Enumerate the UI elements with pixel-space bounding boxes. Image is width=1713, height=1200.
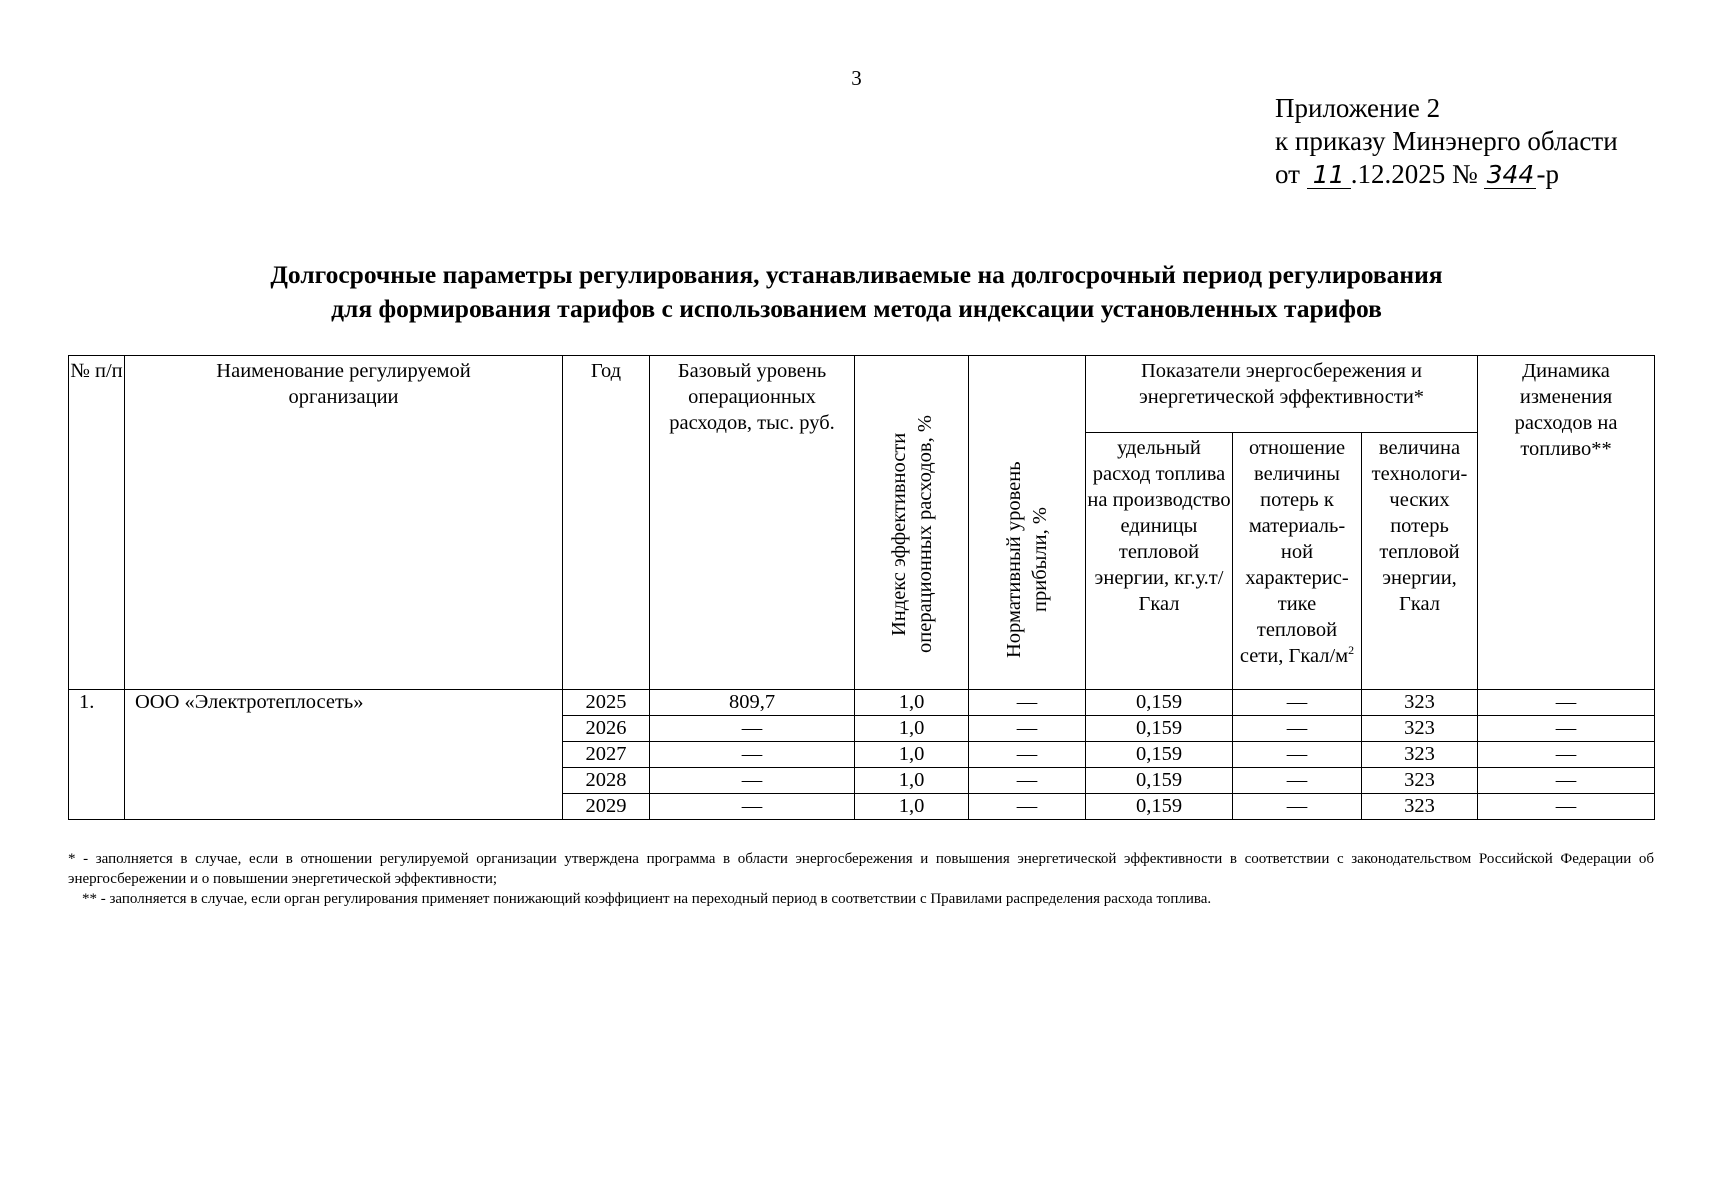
cell-year: 2027 <box>563 742 650 768</box>
handwritten-order-number: 344 <box>1484 162 1536 189</box>
cell-year: 2029 <box>563 794 650 820</box>
cell-specific-fuel: 0,159 <box>1086 768 1233 794</box>
appendix-title: Приложение 2 <box>1275 93 1441 123</box>
cell-specific-fuel: 0,159 <box>1086 794 1233 820</box>
cell-fuel-dynamics: — <box>1478 768 1655 794</box>
appendix-date-line <box>1275 158 1618 191</box>
appendix-order-ref: к приказу Минэнерго области <box>1275 126 1618 156</box>
header-row-1 <box>69 356 1655 433</box>
cell-profit-level: — <box>969 768 1086 794</box>
cell-loss-ratio: — <box>1233 690 1362 716</box>
page-number: 3 <box>851 66 862 90</box>
cell-fuel-dynamics: — <box>1478 716 1655 742</box>
footnote-1: * - заполняется в случае, если в отношении регулируемой организации утверждена программа в области энергосбережения и повышения энергетической эффективности в соответствии с законодательством Российской Федерации об энергосбережении и о повышении энергетической эффективности; <box>68 851 1654 887</box>
cell-base-opex: 809,7 <box>650 690 855 716</box>
cell-efficiency-index: 1,0 <box>855 742 969 768</box>
cell-tech-losses: 323 <box>1362 768 1478 794</box>
cell-efficiency-index: 1,0 <box>855 690 969 716</box>
cell-base-opex: — <box>650 794 855 820</box>
cell-tech-losses: 323 <box>1362 716 1478 742</box>
appendix-block <box>1275 92 1618 191</box>
title-line-1: Долгосрочные параметры регулирования, устанавливаемые на долгосрочный период регулирования <box>270 260 1443 289</box>
document-title <box>0 258 1713 326</box>
header-profit-level: Нормативный уровень прибыли, % <box>1003 461 1051 659</box>
cell-efficiency-index: 1,0 <box>855 794 969 820</box>
header-efficiency-index-cell <box>855 356 969 690</box>
cell-specific-fuel: 0,159 <box>1086 742 1233 768</box>
cell-tech-losses: 323 <box>1362 690 1478 716</box>
cell-specific-fuel: 0,159 <box>1086 690 1233 716</box>
regulation-parameters-table <box>68 355 1655 820</box>
table-row <box>69 690 1655 716</box>
header-fuel-dynamics: Динамика изменения расходов на топливо** <box>1478 356 1655 690</box>
header-efficiency-index: Индекс эффективности операционных расходов, % <box>887 415 936 653</box>
handwritten-day: 11 <box>1307 162 1351 189</box>
header-loss-ratio <box>1233 433 1362 690</box>
date-rest: .12.2025 № <box>1350 159 1478 189</box>
org-number: 1. <box>69 690 125 820</box>
cell-loss-ratio: — <box>1233 716 1362 742</box>
header-loss-ratio-sup: 2 <box>1348 643 1355 658</box>
cell-profit-level: — <box>969 794 1086 820</box>
footnotes <box>68 849 1654 909</box>
header-energy-group: Показатели энергосбережения и энергетической эффективности* <box>1086 356 1478 433</box>
cell-loss-ratio: — <box>1233 768 1362 794</box>
org-name: ООО «Электротеплосеть» <box>125 690 563 820</box>
date-prefix: от <box>1275 159 1300 189</box>
cell-profit-level: — <box>969 742 1086 768</box>
cell-fuel-dynamics: — <box>1478 742 1655 768</box>
header-org: Наименование регулируемой организации <box>125 356 563 690</box>
cell-base-opex: — <box>650 716 855 742</box>
cell-profit-level: — <box>969 690 1086 716</box>
cell-year: 2025 <box>563 690 650 716</box>
cell-tech-losses: 323 <box>1362 742 1478 768</box>
cell-tech-losses: 323 <box>1362 794 1478 820</box>
cell-fuel-dynamics: — <box>1478 794 1655 820</box>
cell-year: 2028 <box>563 768 650 794</box>
cell-specific-fuel: 0,159 <box>1086 716 1233 742</box>
header-specific-fuel: удельный расход топлива на производство единицы тепловой энергии, кг.у.т/Гкал <box>1086 433 1233 690</box>
header-profit-level-cell <box>969 356 1086 690</box>
cell-loss-ratio: — <box>1233 794 1362 820</box>
cell-base-opex: — <box>650 742 855 768</box>
cell-efficiency-index: 1,0 <box>855 768 969 794</box>
header-num: № п/п <box>69 356 125 690</box>
cell-fuel-dynamics: — <box>1478 690 1655 716</box>
header-year: Год <box>563 356 650 690</box>
footnote-2: ** - заполняется в случае, если орган регулирования применяет понижающий коэффициент на переходный период в соответствии с Правилами распределения расхода топлива. <box>82 891 1212 907</box>
cell-year: 2026 <box>563 716 650 742</box>
cell-profit-level: — <box>969 716 1086 742</box>
cell-efficiency-index: 1,0 <box>855 716 969 742</box>
header-base-opex: Базовый уровень операционных расходов, тыс. руб. <box>650 356 855 690</box>
title-line-2: для формирования тарифов с использованием метода индексации установленных тарифов <box>331 294 1382 323</box>
header-tech-losses: величина технологи- ческих потерь тепловой энергии, Гкал <box>1362 433 1478 690</box>
cell-loss-ratio: — <box>1233 742 1362 768</box>
cell-base-opex: — <box>650 768 855 794</box>
order-suffix: -р <box>1536 159 1559 189</box>
header-loss-ratio-text: отношение величины потерь к материаль- ной характерис- тике тепловой сети, Гкал/м <box>1239 437 1349 667</box>
